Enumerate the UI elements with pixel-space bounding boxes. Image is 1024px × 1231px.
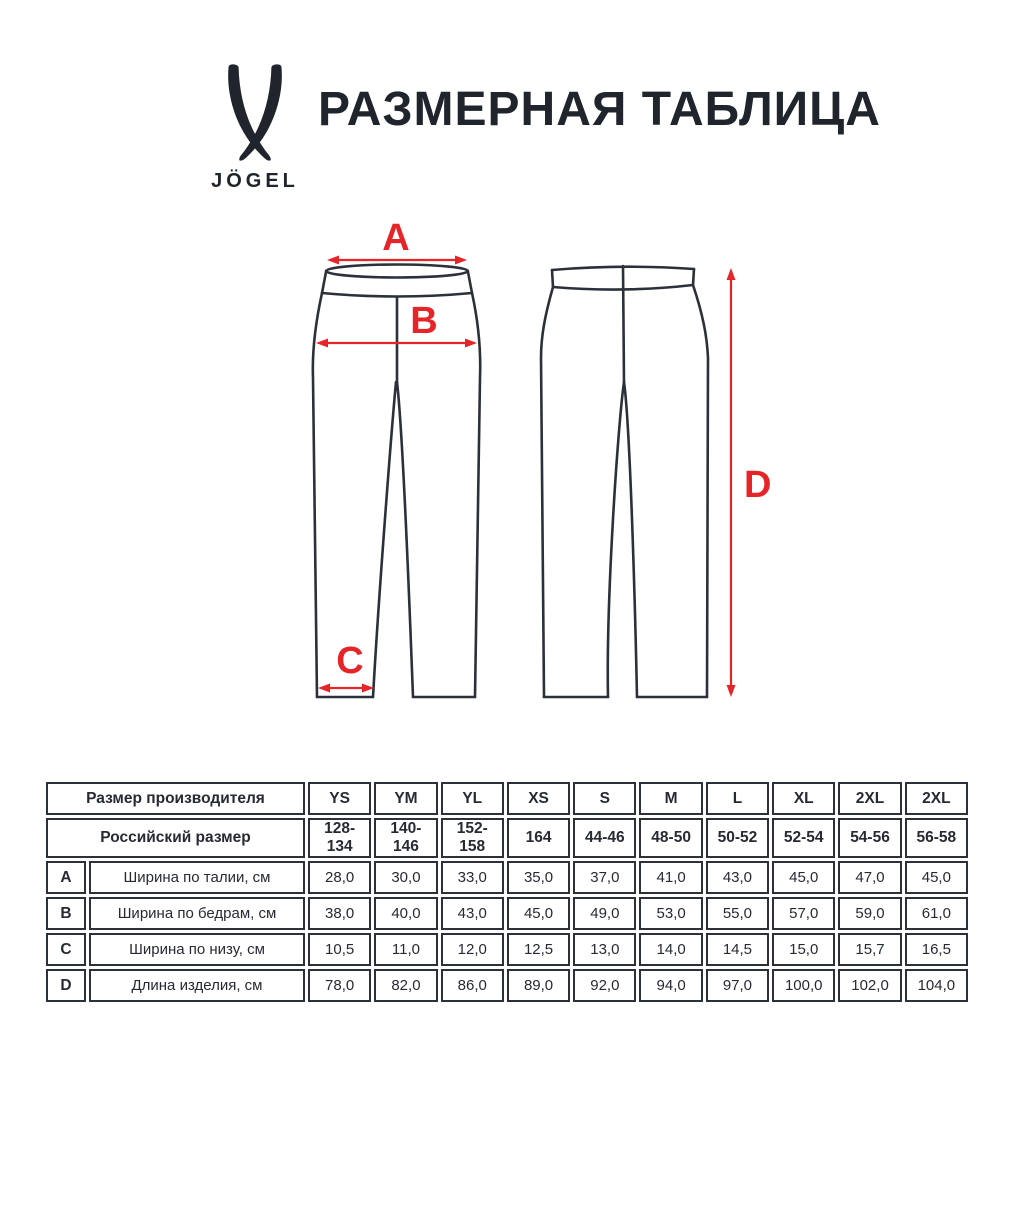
jogel-logo-icon xyxy=(214,64,296,166)
measure-value: 61,0 xyxy=(905,897,968,930)
page-title: РАЗМЕРНАЯ ТАБЛИЦА xyxy=(318,83,881,136)
measure-value: 100,0 xyxy=(772,969,835,1002)
measure-row-d xyxy=(46,969,968,1002)
dimension-arrow-d xyxy=(727,268,736,697)
russian-size-value: 48-50 xyxy=(639,818,702,858)
russian-size-value: 152-158 xyxy=(441,818,504,858)
header-row-manufacturer-size xyxy=(46,782,968,815)
size-column-header: YS xyxy=(308,782,371,815)
measure-value: 53,0 xyxy=(639,897,702,930)
russian-size-value: 164 xyxy=(507,818,570,858)
measure-value: 55,0 xyxy=(706,897,769,930)
measure-value: 47,0 xyxy=(838,861,901,894)
measure-letter: C xyxy=(46,933,86,966)
pants-back-outline xyxy=(541,266,708,697)
measure-value: 30,0 xyxy=(374,861,437,894)
measure-value: 78,0 xyxy=(308,969,371,1002)
measure-value: 49,0 xyxy=(573,897,636,930)
size-column-header: YM xyxy=(374,782,437,815)
measure-letter: B xyxy=(46,897,86,930)
russian-size-value: 52-54 xyxy=(772,818,835,858)
size-column-header: XS xyxy=(507,782,570,815)
measure-description: Ширина по талии, см xyxy=(89,861,305,894)
measure-description: Ширина по бедрам, см xyxy=(89,897,305,930)
pants-front-outline xyxy=(313,265,480,698)
size-table-section xyxy=(43,779,971,1005)
measure-value: 10,5 xyxy=(308,933,371,966)
size-column-header: 2XL xyxy=(905,782,968,815)
size-column-header: 2XL xyxy=(838,782,901,815)
measure-value: 33,0 xyxy=(441,861,504,894)
russian-size-value: 128-134 xyxy=(308,818,371,858)
measure-value: 13,0 xyxy=(573,933,636,966)
measure-value: 45,0 xyxy=(772,861,835,894)
measure-value: 14,5 xyxy=(706,933,769,966)
measure-value: 40,0 xyxy=(374,897,437,930)
measure-value: 16,5 xyxy=(905,933,968,966)
measure-value: 102,0 xyxy=(838,969,901,1002)
measure-value: 45,0 xyxy=(507,897,570,930)
measure-letter: D xyxy=(46,969,86,1002)
measure-row-c xyxy=(46,933,968,966)
pants-measurement-diagram xyxy=(0,200,1024,745)
measure-value: 43,0 xyxy=(441,897,504,930)
header-row-label: Размер производителя xyxy=(46,782,305,815)
measure-value: 12,0 xyxy=(441,933,504,966)
dimension-label-d: D xyxy=(744,464,772,506)
measure-letter: A xyxy=(46,861,86,894)
measure-description: Длина изделия, см xyxy=(89,969,305,1002)
measure-description: Ширина по низу, см xyxy=(89,933,305,966)
header-row-russian-size xyxy=(46,818,968,858)
measure-value: 97,0 xyxy=(706,969,769,1002)
measure-value: 38,0 xyxy=(308,897,371,930)
brand-logo xyxy=(192,64,318,193)
measure-value: 41,0 xyxy=(639,861,702,894)
measure-value: 89,0 xyxy=(507,969,570,1002)
header-row-label: Российский размер xyxy=(46,818,305,858)
measure-value: 82,0 xyxy=(374,969,437,1002)
measure-value: 35,0 xyxy=(507,861,570,894)
size-table xyxy=(43,779,971,1005)
measure-value: 15,7 xyxy=(838,933,901,966)
measure-value: 28,0 xyxy=(308,861,371,894)
russian-size-value: 56-58 xyxy=(905,818,968,858)
russian-size-value: 44-46 xyxy=(573,818,636,858)
measure-value: 57,0 xyxy=(772,897,835,930)
size-column-header: M xyxy=(639,782,702,815)
size-column-header: S xyxy=(573,782,636,815)
measure-value: 14,0 xyxy=(639,933,702,966)
dimension-arrow-c xyxy=(318,684,374,693)
measure-value: 59,0 xyxy=(838,897,901,930)
measure-value: 92,0 xyxy=(573,969,636,1002)
brand-name: JÖGEL xyxy=(211,170,299,192)
measure-value: 43,0 xyxy=(706,861,769,894)
dimension-label-b: B xyxy=(410,300,438,342)
measure-row-b xyxy=(46,897,968,930)
measure-value: 37,0 xyxy=(573,861,636,894)
dimension-label-a: A xyxy=(382,217,410,259)
measure-row-a xyxy=(46,861,968,894)
russian-size-value: 50-52 xyxy=(706,818,769,858)
size-column-header: XL xyxy=(772,782,835,815)
dimension-label-c: C xyxy=(336,640,364,682)
measure-value: 15,0 xyxy=(772,933,835,966)
measure-value: 11,0 xyxy=(374,933,437,966)
measure-value: 12,5 xyxy=(507,933,570,966)
measure-value: 94,0 xyxy=(639,969,702,1002)
size-column-header: YL xyxy=(441,782,504,815)
measure-value: 104,0 xyxy=(905,969,968,1002)
russian-size-value: 54-56 xyxy=(838,818,901,858)
size-column-header: L xyxy=(706,782,769,815)
measure-value: 45,0 xyxy=(905,861,968,894)
measure-value: 86,0 xyxy=(441,969,504,1002)
russian-size-value: 140-146 xyxy=(374,818,437,858)
